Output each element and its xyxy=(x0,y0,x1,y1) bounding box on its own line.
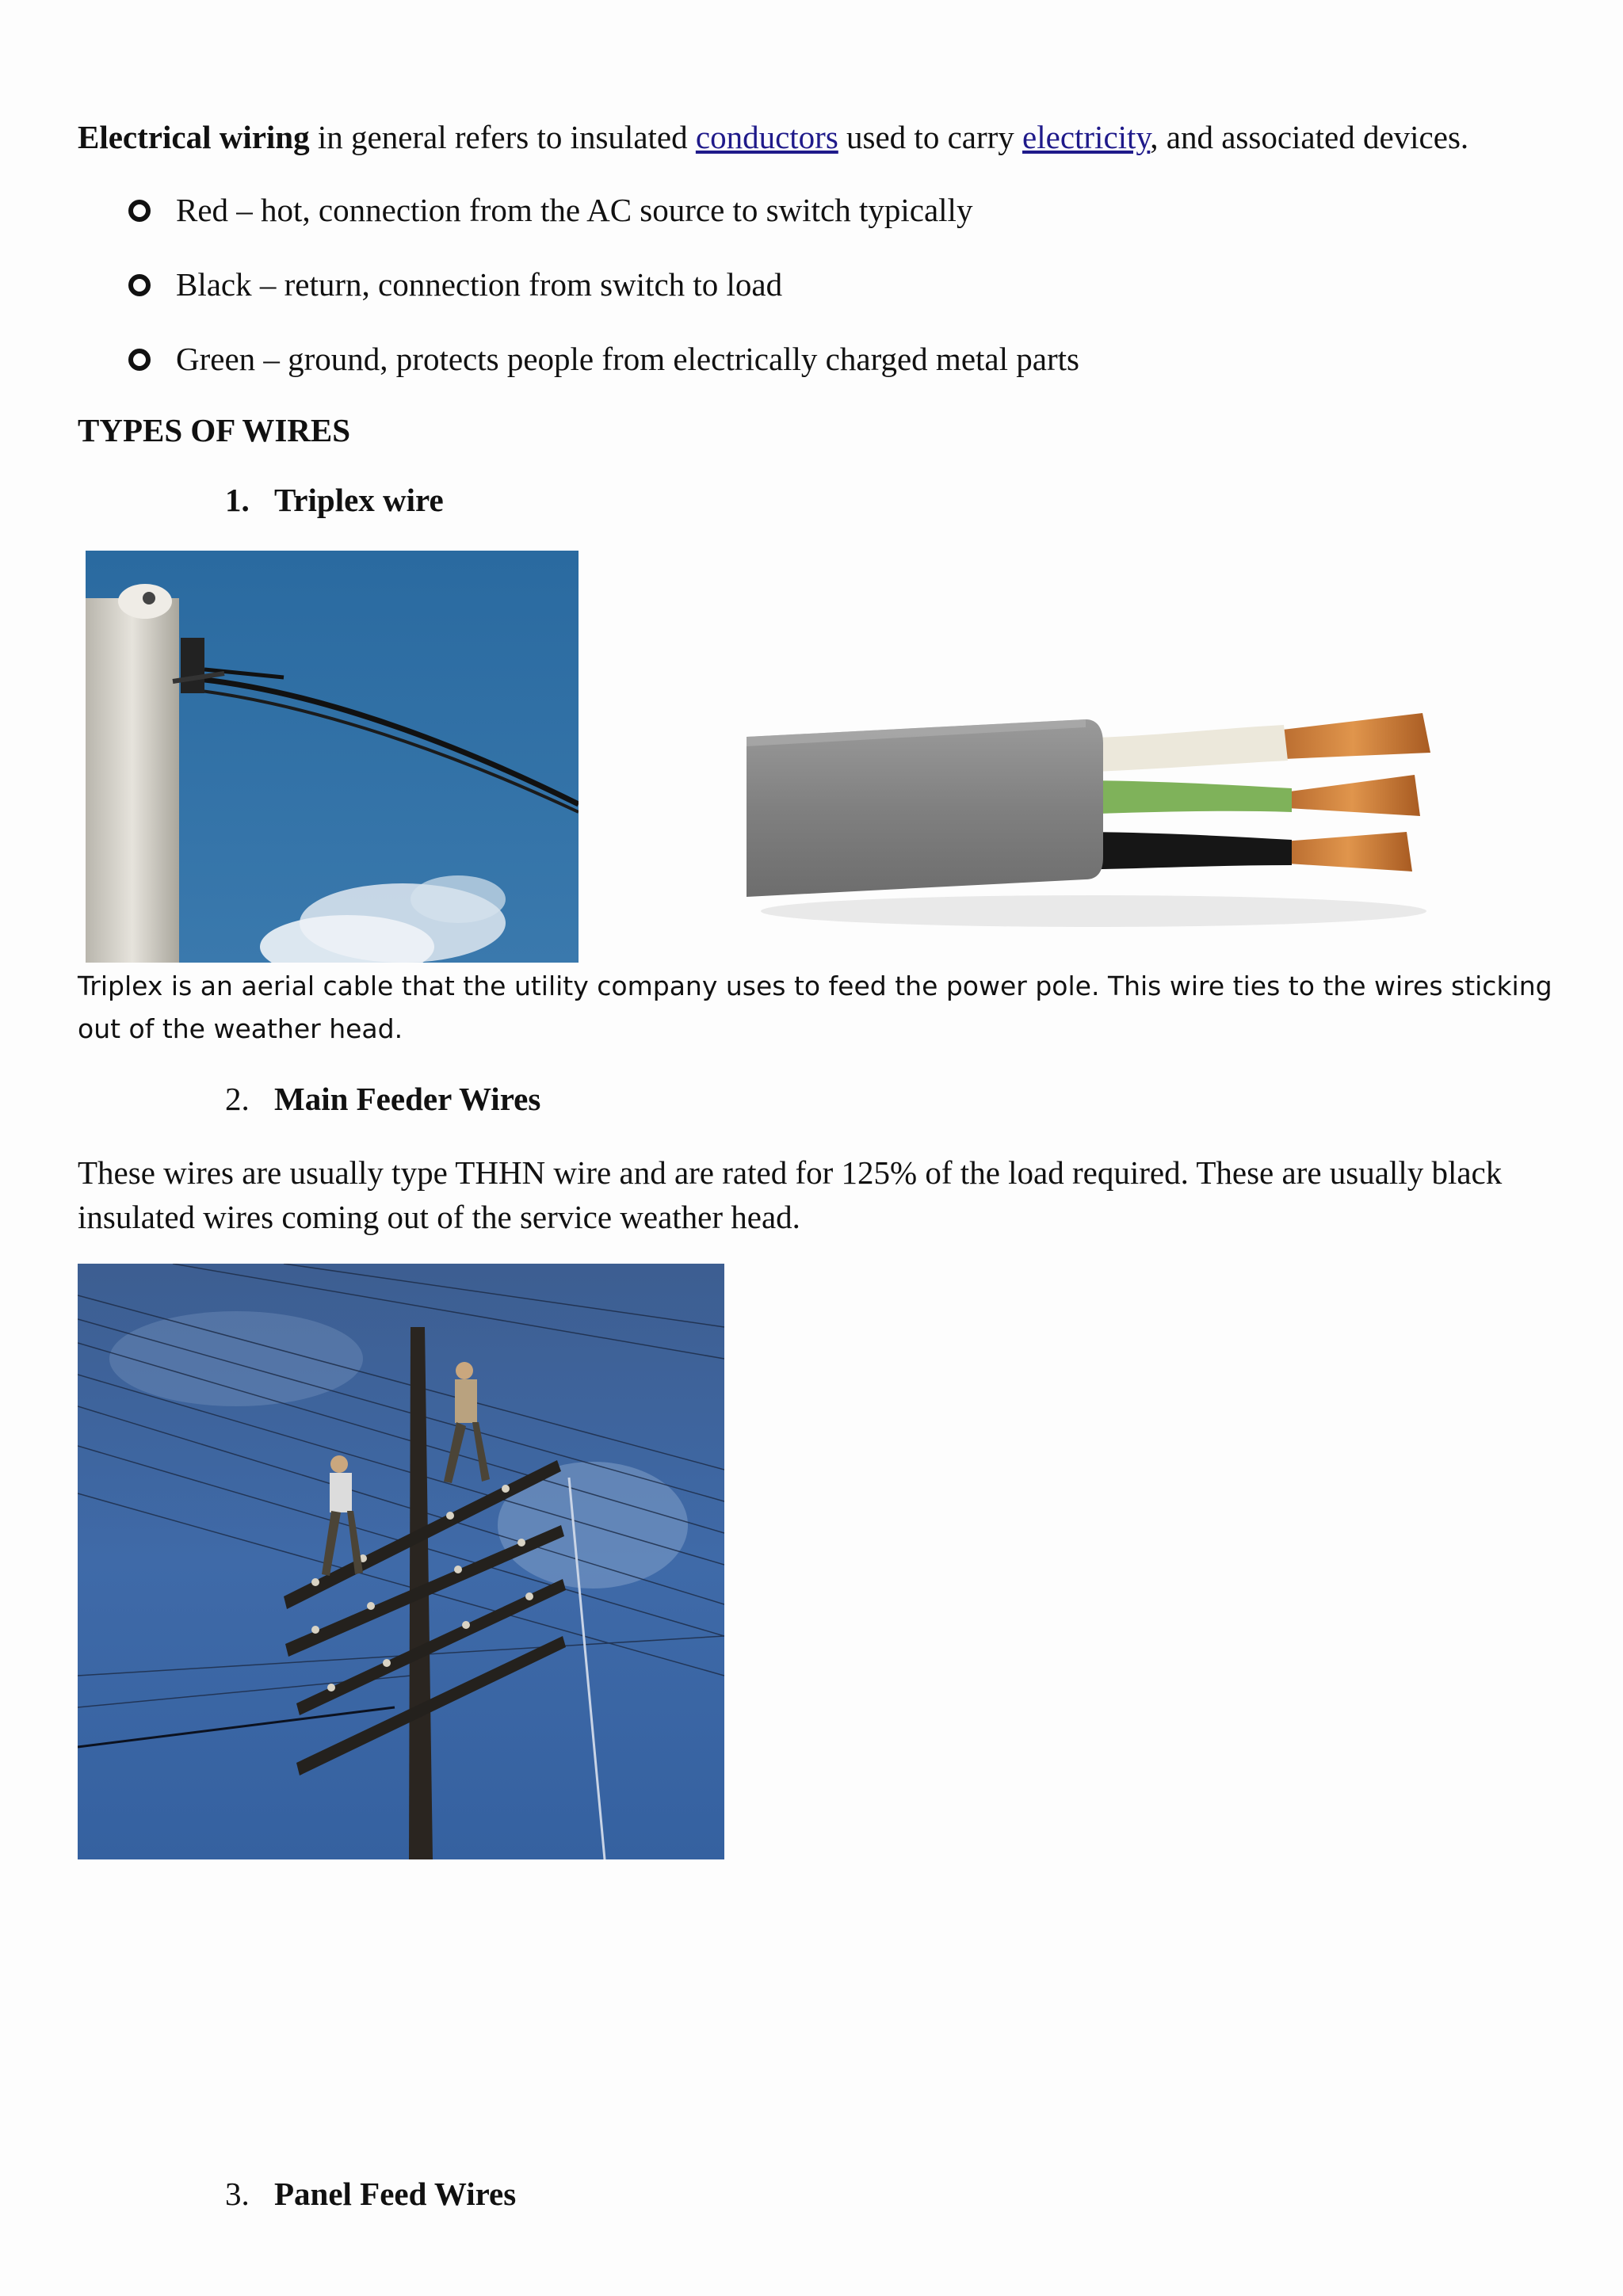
intro-paragraph xyxy=(78,117,1468,157)
section-title: Panel Feed Wires xyxy=(274,2176,517,2212)
bullet-circle-icon xyxy=(128,349,151,371)
conductors-link[interactable]: conductors xyxy=(695,119,838,155)
section-number: 2. xyxy=(225,1081,250,1117)
intro-text-2: used to carry xyxy=(838,119,1023,155)
bullet-circle-icon xyxy=(128,200,151,222)
list-item-text: Black – return, connection from switch to load xyxy=(176,266,783,303)
section-title: Main Feeder Wires xyxy=(274,1081,541,1117)
section-heading-panel-feed xyxy=(225,2174,780,2214)
intro-text-3: , and associated devices. xyxy=(1150,119,1469,155)
intro-text-1: in general refers to insulated xyxy=(309,119,696,155)
bullet-circle-icon xyxy=(128,274,151,296)
section-number: 3. xyxy=(225,2176,250,2212)
linemen-pole-photo xyxy=(78,1264,724,1859)
electricity-link[interactable]: electricity xyxy=(1022,119,1151,155)
intro-bold-term: Electrical wiring xyxy=(78,119,310,155)
triplex-caption: Triplex is an aerial cable that the utility company uses to feed the power pole. This wire ties to the wires sticking out of the weather head. xyxy=(78,971,1552,1044)
section-heading-triplex xyxy=(225,480,701,520)
feeder-paragraph: These wires are usually type THHN wire and are rated for 125% of the load required. These are usually black insulated wires coming out of the service weather head. xyxy=(78,1154,1503,1235)
triplex-pole-photo xyxy=(86,551,579,963)
list-item-text: Red – hot, connection from the AC source to switch typically xyxy=(176,192,973,228)
section-title: Triplex wire xyxy=(274,482,444,518)
list-item-text: Green – ground, protects people from electrically charged metal parts xyxy=(176,341,1079,377)
types-heading: TYPES OF WIRES xyxy=(78,412,351,448)
triplex-cable-photo xyxy=(737,681,1450,943)
section-heading-main-feeder xyxy=(225,1079,780,1119)
section-number: 1. xyxy=(225,482,250,518)
